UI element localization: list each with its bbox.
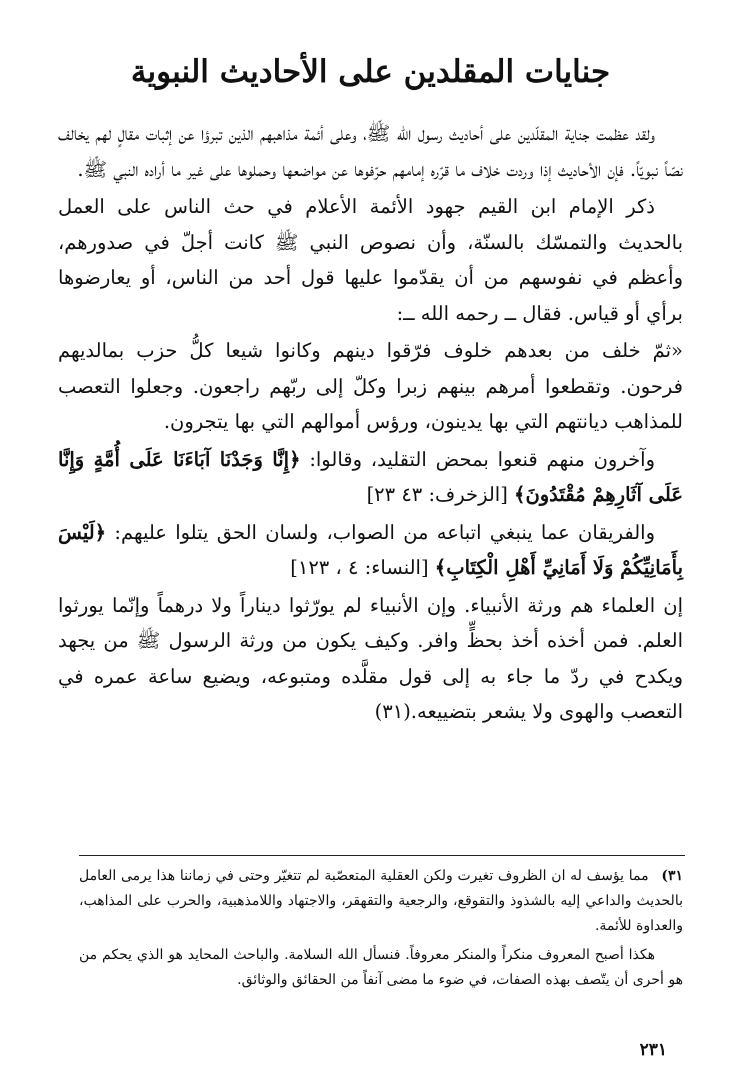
footnote-number: ٣١) [661, 868, 683, 884]
paragraph-quote-nisa [58, 515, 683, 586]
paragraph-quote-zukhruf [58, 442, 683, 513]
quran-verse-zukhruf: ﴿إِنَّا وَجَدْنَا آبَاءَنَا عَلَى أُمَّةٍ وَإِنَّا عَلَى آثَارِهِمْ مُقْتَدُونَ﴾ [58, 447, 683, 507]
paragraph-quote-start: «ثمّ خلف من بعدهم خلوف فرّقوا دينهم وكانوا شيعا كلُّ حزب بمالديهم فرحون. وتقطعوا أمرهم بينهم زبرا وكلّ إلى ربّهم راجعون. وجعلوا التعصب للمذاهب ديانتهم التي بها يدينون، ورؤس أموالهم التي بها يتجرون. [58, 339, 683, 434]
quote-intro: والفريقان عما ينبغي اتباعه من الصواب، ولسان الحق يتلوا عليهم: [114, 520, 655, 544]
verse-reference-nisa: [النساء: ٤ ، ١٢٣] [290, 556, 429, 580]
footnote-continuation: هكذا أصبح المعروف منكراً والمنكر معروفاً. فنسأل الله السلامة. والباحث المحايد هو الذي يحكم من هو أحرى أن يتّصف بهذه الصفات، في ضوء ما مضى آنفاً من الحقائق والوثائق. [79, 947, 683, 988]
quran-verse-nisa: ﴿لَيْسَ بِأَمَانِيِّكُمْ وَلَا أَمَانِيِّ أَهْلِ الْكِتَابِ﴾ [58, 520, 683, 580]
footnotes [79, 864, 683, 993]
footnote-text: مما يؤسف له ان الظروف تغيرت ولكن العقلية المتعصّبة لم تتغيّر وحتى في زماننا هذا يرمى العامل بالحديث والداعي إليه بالشذوذ والتقوقع، والرجعية والتقهقر، والاجتهاد واللامذهبية، والحرب على المذاهب، والعداوة للأئمة. [79, 868, 683, 934]
page-title: جنايات المقلدين على الأحاديث النبوية [130, 54, 611, 90]
paragraph-intro: ولقد عظمت جناية المقلّدين على أحاديث رسول الله ﷺ، وعلى أئمة مذاهبهم الذين تبرؤا عن إثبات مقالٍ لهم يخالف نصّاً نبويّاً. فإن الأحاديث إذا وردت خلاف ما قرّره إمامهم حرّفوها عن مواضعها وحملوها على غير ما أراده النبي ﷺ. [58, 122, 683, 181]
quote-intro: وآخرون منهم قنعوا بمحض التقليد، وقالوا: [309, 447, 655, 471]
verse-reference-zukhruf: [الزخرف: ٤٣ ٢٣] [366, 483, 508, 507]
page-number: ٢٣١ [639, 1040, 667, 1060]
footnote-31 [79, 864, 683, 939]
paragraph-ibn-qayyim: ذكر الإمام ابن القيم جهود الأئمة الأعلام في حث الناس على العمل بالحديث والتمسّك بالسنّة، وأن نصوص النبي ﷺ كانت أجلّ في صدورهم، وأعظم في نفوسهم من أن يقدّموا عليها قول أحد من الناس، أو يعارضوها برأي أو قياس. فقال ــ رحمه الله ــ: [58, 195, 683, 325]
paragraph-closing: إن العلماء هم ورثة الأنبياء. وإن الأنبياء لم يورّثوا ديناراً ولا درهماً وإنّما يورثوا العلم. فمن أخذه أخذ بحظٍّ وافر. وكيف يكون من ورثة الرسول ﷺ من يجهد ويكدح في ردّ ما جاء به إلى قول مقلَّده ومتبوعه، ويضيع ساعة عمره في التعصب والهوى ولا يشعر بتضييعه.(٣١) [58, 593, 683, 724]
footnote-divider [79, 855, 685, 856]
